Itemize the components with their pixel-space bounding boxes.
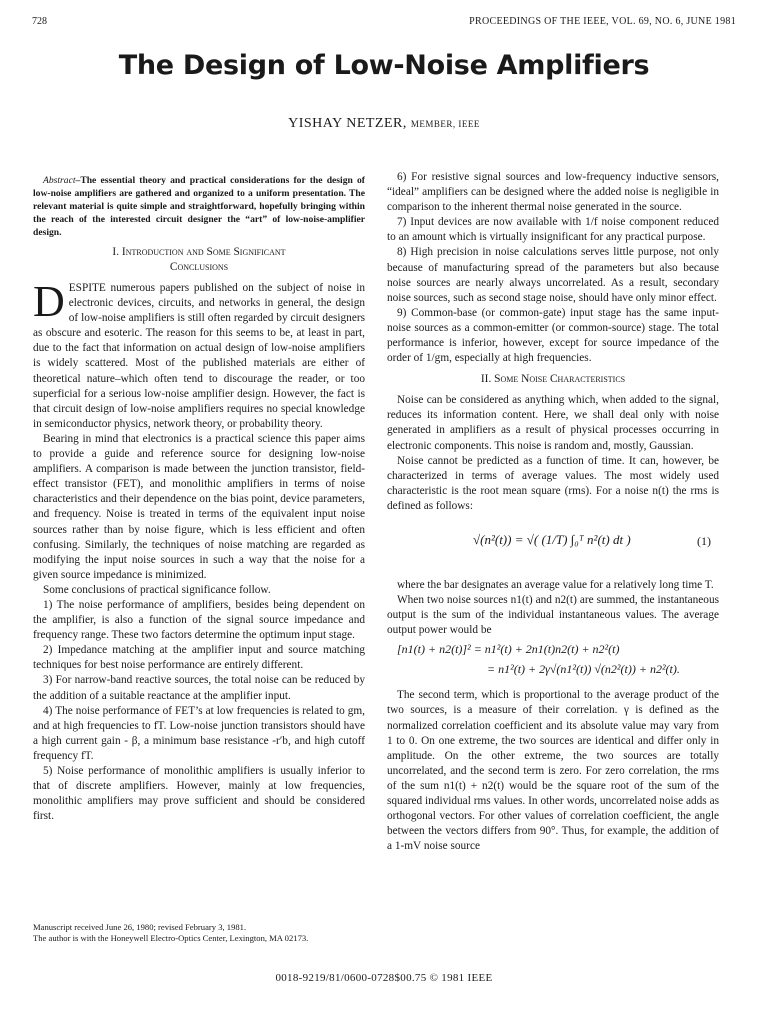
equation-2-line2: = n1²(t) + 2γ√(n1²(t)) √(n2²(t)) + n2²(t).: [487, 662, 680, 677]
footnote: [33, 922, 365, 944]
intro-paragraph-3: Some conclusions of practical significance follow.: [43, 583, 271, 596]
conclusion-4: 4) The noise performance of FET’s at low frequencies is related to gm, and at high frequencies to fT. Low-noise junction transistors should have a high current gain - β, a minimum base resistance -r′b, and high cutoff frequency fT.: [33, 704, 365, 762]
abstract: [33, 174, 365, 239]
copyright-footer: 0018-9219/81/0600-0728$00.75 © 1981 IEEE: [275, 972, 493, 984]
section-1-heading: [33, 245, 365, 275]
sum-paragraph: When two noise sources n1(t) and n2(t) are summed, the instantaneous output is the sum of the individual instantaneous values. The average output power would be: [387, 594, 719, 637]
equation-1: [387, 520, 719, 574]
noise-paragraph-2: Noise cannot be predicted as a function of time. It can, however, be characterized in terms of average values. The most widely used characteristic is the root mean square (rms). For a noise n(t) the rms is defined as follows:: [387, 454, 719, 512]
conclusion-8: 8) High precision in noise calculations serves little purpose, not only because of manufacturing spread of the parameters but also because noise sources are nearly always uncorrelated. As a result, secondary noise sources, such as second stage noise, should have only minor effect.: [387, 246, 719, 304]
section-1-heading-line2: Conclusions: [169, 261, 229, 273]
intro-paragraph-1: [33, 277, 365, 432]
equation-1-number: (1): [697, 533, 711, 548]
equation-1-expression: √(n²(t)) = √( (1/T) ∫₀ᵀ n²(t) dt ): [473, 531, 631, 547]
left-column: [33, 174, 365, 824]
abstract-text: –The essential theory and practical considerations for the design of low-noise amplifiers are gathered and organized to a uniform presentation. The relevant material is quite simple and straightforward, hopefully bringing within the reach of the interested circuit designer the “art” of low-noise-amplifier design.: [33, 175, 365, 238]
conclusion-2: 2) Impedance matching at the amplifier input and source matching techniques for best noise performance are entirely different.: [33, 644, 365, 672]
conclusion-5: 5) Noise performance of monolithic amplifiers is usually inferior to that of discrete amplifiers. However, mainly at low frequencies, monolithic amplifiers may prove sufficient and should be considered first.: [33, 765, 365, 823]
equation-2-line1: [n1(t) + n2(t)]² = n1²(t) + 2n1(t)n2(t) + n2²(t): [397, 642, 620, 657]
author-name: YISHAY NETZER,: [288, 116, 407, 131]
drop-cap: D: [33, 277, 65, 326]
intro-paragraph-2: Bearing in mind that electronics is a practical science this paper aims to provide a guide and reference source for designing low-noise amplifiers. A comparison is made between the junction transistor, field-effect transistor (FET), and monolithic amplifiers in terms of noise characteristics and their dependence on the bias point, device parameters, and frequency. Noise is treated in terms of the equivalent input noise sources rather than by noise figure, which is less efficient and often confusing. Similarly, the techniques of noise matching are regarded as modifying the input noise sources in such a way that the noise for a given source impedance is minimized.: [33, 432, 365, 581]
correlation-paragraph: The second term, which is proportional to the average product of the two sources, is a measure of their correlation. γ is defined as the normalized correlation coefficient and its absolute value may vary from 1 to 0. On one extreme, the two sources are identical and differ only in amplitude. On the other extreme, the two sources are totally uncorrelated, and the second term is zero. For zero correlation, the rms of the sum n1(t) + n2(t) would be the square root of the sum of the squared individual rms values. In other words, uncorrelated noise adds as orthogonal vectors. For other values of correlation coefficient, the angle between the vectors differs from 90°. Thus, for example, the addition of a 1-mV noise source: [387, 689, 719, 853]
conclusion-3: 3) For narrow-band reactive sources, the total noise can be reduced by the addition of a suitable reactance at the amplifier input.: [33, 674, 365, 702]
footnote-received: Manuscript received June 26, 1980; revised February 3, 1981.: [33, 922, 247, 932]
author-line: [0, 116, 768, 132]
conclusion-1: 1) The noise performance of amplifiers, besides being dependent on the amplifier, is also a function of the signal source impedance and frequency range. These two factors determine the optimum input stage.: [33, 598, 365, 642]
author-membership: MEMBER, IEEE: [410, 119, 480, 129]
conclusion-6: 6) For resistive signal sources and low-frequency inductive sensors, “ideal” amplifiers can be designed where the added noise is negligible in comparison to the inherent thermal noise generated in the source.: [387, 171, 719, 214]
abstract-label: Abstract: [43, 175, 76, 186]
paper-title: The Design of Low-Noise Amplifiers: [118, 50, 650, 81]
section-1-heading-line1: I. Introduction and Some Significant: [112, 246, 286, 258]
journal-citation: PROCEEDINGS OF THE IEEE, VOL. 69, NO. 6, JUNE 1981: [469, 16, 736, 27]
conclusion-9: 9) Common-base (or common-gate) input stage has the same input-noise sources as a common-emitter (or common-source) stage. The total performance is inferior, however, except for source impedance of the order of 1/gm, especially at high frequencies.: [387, 306, 719, 365]
right-column: [387, 170, 719, 854]
intro-text-1: ESPITE numerous papers published on the subject of noise in electronic devices, circuits, and networks in general, the design of low-noise amplifiers is still often regarded by circuit designers as obscure and esoteric. The reason for this seems to be, at least in part, due to the fact that information on actual design of low-noise amplifiers is widely scattered. Most of the published materials are either of theoretical nature–which often tend to discourage the reader, or too superficial for a serious low-noise amplifier design. However, the fact is that circuit design of low-noise amplifiers requires no special knowledge in semiconductor physics, network theory, or probability theory.: [33, 282, 365, 430]
footnote-affiliation: The author is with the Honeywell Electro-Optics Center, Lexington, MA 02173.: [33, 933, 309, 943]
noise-paragraph-1: Noise can be considered as anything which, when added to the signal, reduces its information content. Here, we shall deal only with noise generated in amplifiers as a result of physical processes occurring in electronic components. This noise is random and, mostly, Gaussian.: [387, 394, 719, 452]
equation-2: [387, 642, 719, 682]
section-2-heading: II. Some Noise Characteristics: [480, 373, 626, 386]
page-number: 728: [32, 16, 47, 27]
conclusion-7: 7) Input devices are now available with 1/f noise component reduced to an amount which is virtually insignificant for any practical purpose.: [387, 216, 719, 244]
eq1-explanation: where the bar designates an average value for a relatively long time T.: [397, 578, 714, 591]
